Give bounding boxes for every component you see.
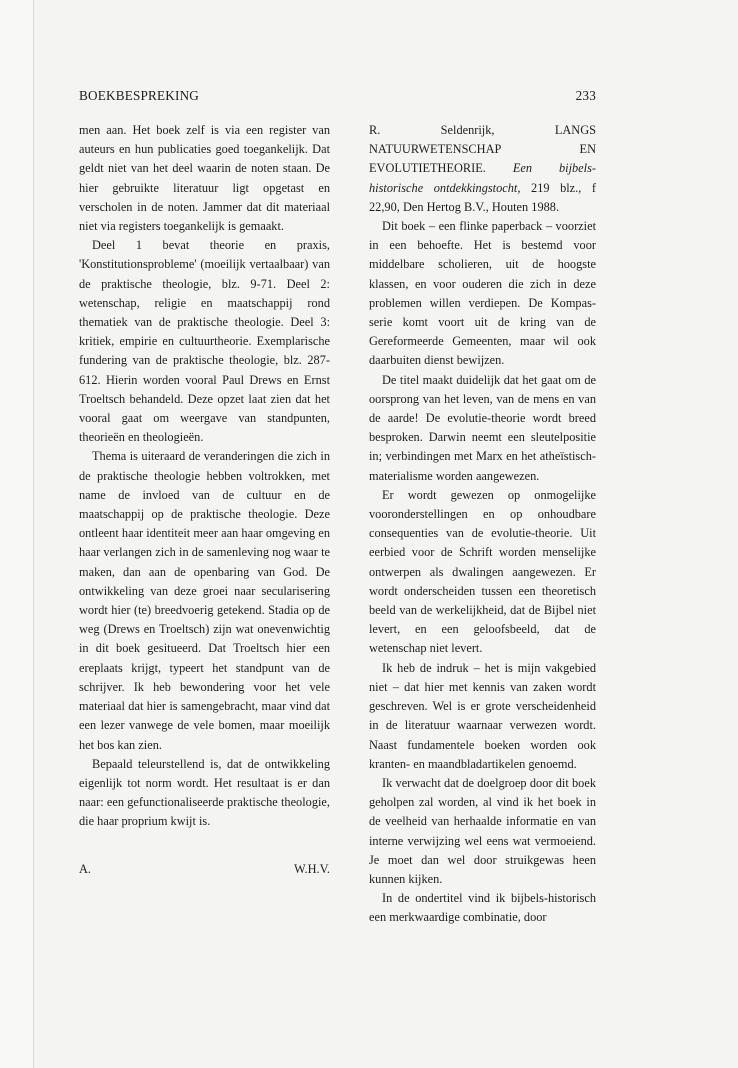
- reference-author-title: R. Seldenrijk, LANGS NATUURWETENSCHAP EN EVOLUTIETHEORIE.: [369, 123, 596, 176]
- paragraph: Er wordt gewezen op onmogelijke vooronderstellingen en op onhoudbare consequenties van de evolutie-theorie. Uit eerbied voor de Schrift worden menselijke ontwerpen als dwalingen aangewezen. Er wordt onderscheiden tussen een theoretisch beeld van de werkelijkheid, dat de Bijbel niet levert, en een geloofsbeeld, dat de wetenschap niet levert.: [369, 487, 596, 656]
- running-title: BOEKBESPREKING: [79, 88, 200, 103]
- right-column: [369, 121, 596, 928]
- paragraph: Bepaald teleurstellend is, dat de ontwikkeling eigenlijk tot norm wordt. Het resultaat is er dan naar: een gefunctionaliseerde praktische theologie, die haar proprium kwijt is.: [79, 756, 330, 829]
- left-column: [79, 121, 330, 832]
- paragraph: De titel maakt duidelijk dat het gaat om de oorsprong van het leven, van de mens en van de aarde! De evolutie-theorie wordt breed besproken. Darwin neemt een sleutelpositie in; verbindingen met Marx en het atheïstisch-materialisme worden aangewezen.: [369, 372, 596, 483]
- paragraph: In de ondertitel vind ik bijbels-historisch een merkwaardige combinatie, door: [369, 891, 596, 925]
- scan-margin: [0, 0, 34, 1068]
- book-reference: [369, 121, 596, 217]
- paragraph: Thema is uiteraard de veranderingen die zich in de praktische theologie hebben voltrokken, met name de invloed van de cultuur en de maatschappij op de praktische theologie. Deze ontleent haar identiteit meer aan haar omgeving en haar verlangen zich in de samenleving nog waar te maken, dan aan de openbaring van God. De ontwikkeling van deze groei naar secularisering wordt hier (te) breedvoerig getekend. Stadia op de weg (Drews en Troeltsch) zijn wat onevenwichtig in dit boek gesitueerd. Dat Troeltsch hier een ereplaats krijgt, typeert het standpunt van de schrijver. Ik heb bewondering voor het vele materiaal dat hier is samengebracht, maar vind dat een lezer vanwege de vele bomen, maar moeilijk het bos kan zien.: [79, 449, 330, 752]
- paragraph: Ik verwacht dat de doelgroep door dit boek geholpen zal worden, al vind ik het boek in de veelheid van herhaalde informatie en van interne verwijzing wel eens wat vermoeiend. Je moet dan wel door struikgewas heen kunnen kijken.: [369, 775, 596, 886]
- paragraph: Dit boek – een flinke paperback – voorziet in een behoefte. Het is bestemd voor middelbare scholieren, uit de hoogste klassen, en voor ouderen die zich in deze problemen willen verdiepen. De Kompas-serie komt voort uit de kring van de Gereformeerde Gemeenten, maar wil ook daarbuiten dienst bewijzen.: [369, 219, 596, 368]
- paragraph: Ik heb de indruk – het is mijn vakgebied niet – dat hier met kennis van zaken wordt geschreven. Wel is er grote verscheidenheid in de literatuur waarnaar verwezen wordt. Naast fundamentele boeken worden ook kranten- en maandbladartikelen genoemd.: [369, 660, 596, 771]
- signature-initial: A.: [79, 862, 92, 876]
- reference-subtitle: Een bijbels-historische ontdekkingstocht,: [369, 161, 596, 195]
- page-number: 233: [575, 88, 596, 103]
- paragraph: men aan. Het boek zelf is via een register van auteurs en hun publicaties goed toegankelijk. Dat geldt niet van het deel waarin de noten staan. De hier gebruikte literatuur ligt opgetast en verscholen in de noten. Jammer dat dit materiaal niet via registers toegankelijk is gemaakt.: [79, 123, 330, 234]
- paragraph: Deel 1 bevat theorie en praxis, 'Konstitutionsprobleme' (moeilijk vertaalbaar) van de praktische theologie, blz. 9-71. Deel 2: wetenschap, religie en maatschappij rond thematiek van de praktische theologie. Deel 3: kritiek, empirie en cultuurtheorie. Exemplarische fundering van de praktische theologie, blz. 287-612. Hierin worden vooral Paul Drews en Ernst Troeltsch behandeld. Deze opzet laat zien dat het vooral gaat om weergave van standpunten, theorieën en theologieën.: [79, 238, 330, 445]
- signature-reviewer: W.H.V.: [293, 862, 330, 876]
- reference-details: 219 blz., f 22,90, Den Hertog B.V., Houten 1988.: [369, 180, 596, 214]
